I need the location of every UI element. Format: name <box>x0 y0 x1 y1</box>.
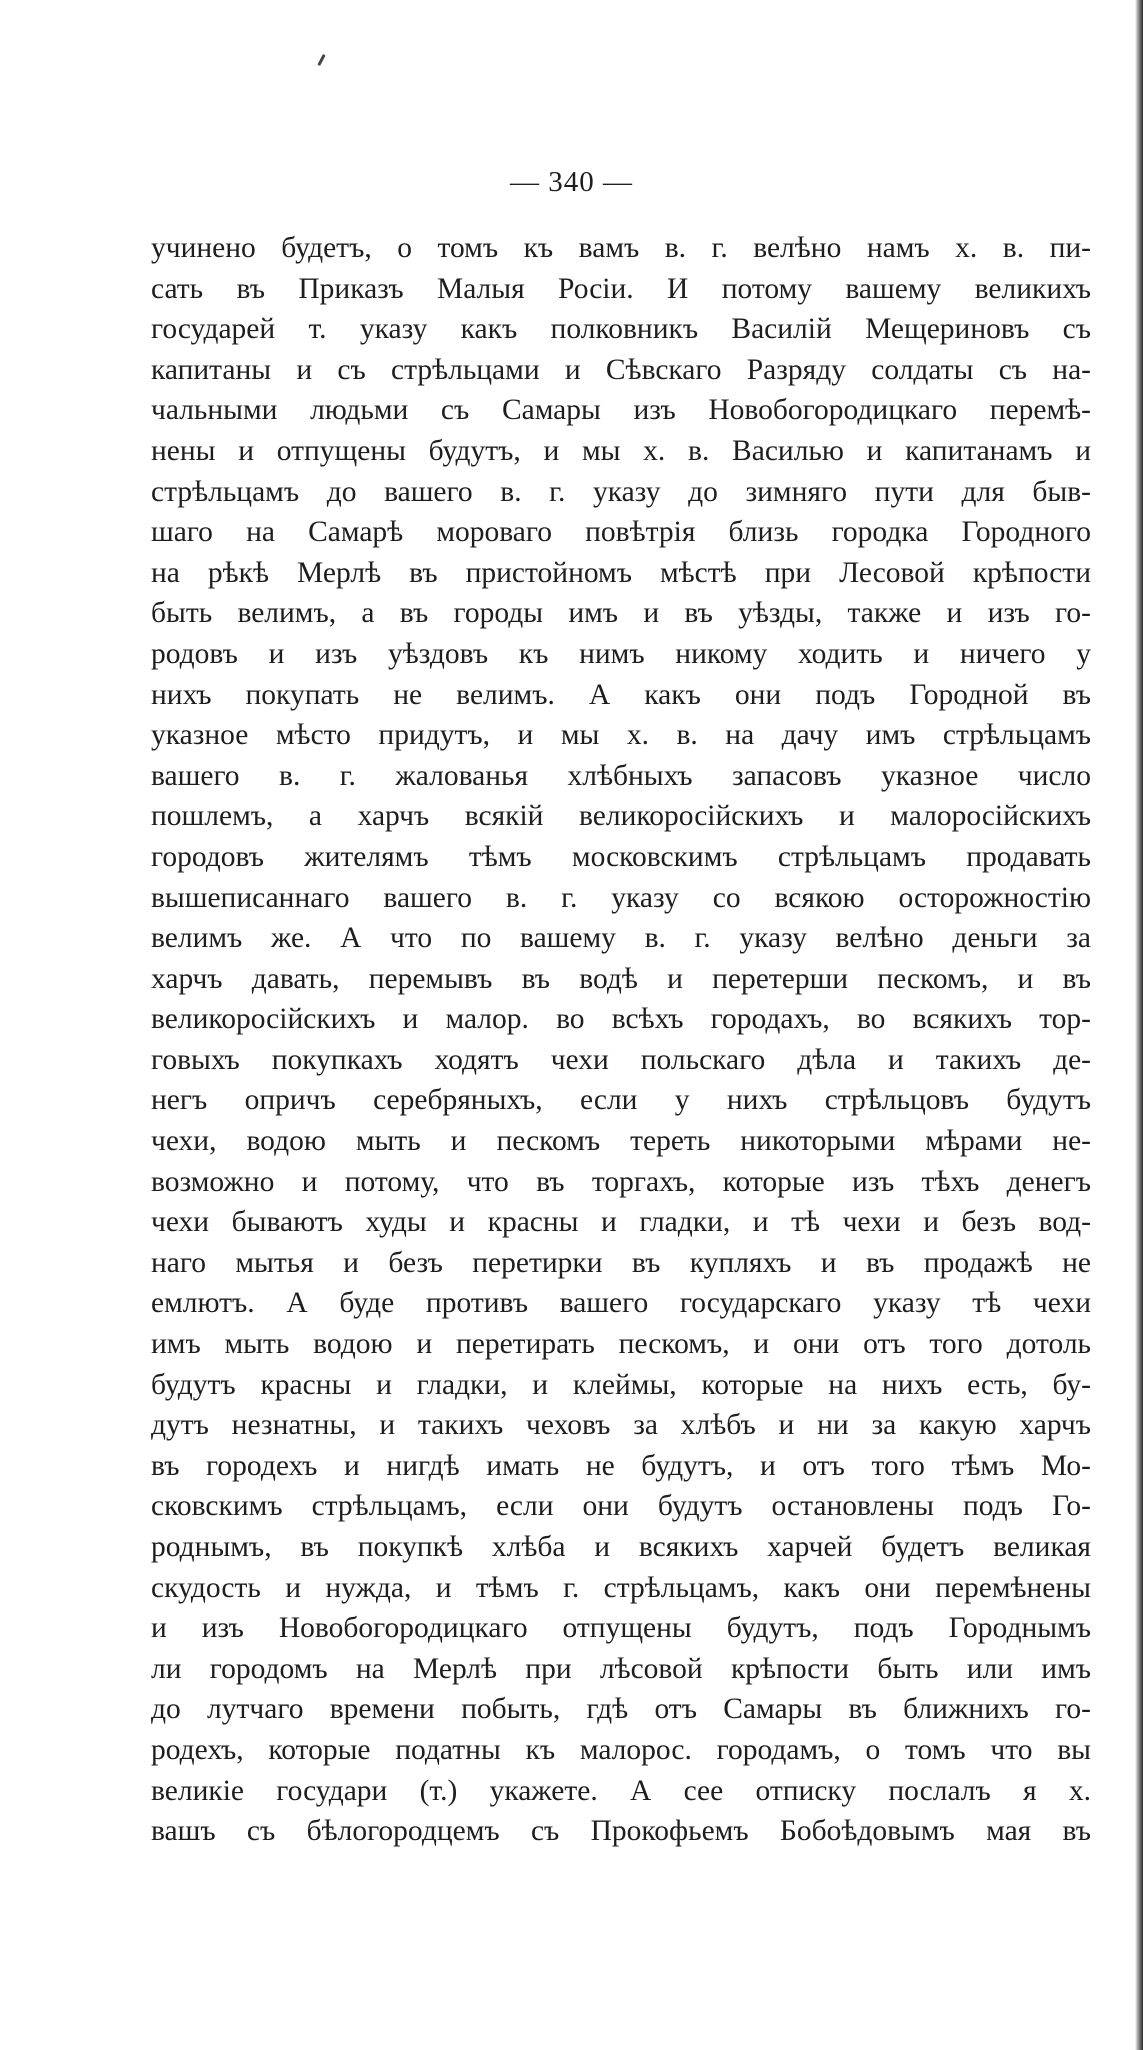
text-line: капитаны и съ стрѣльцами и Сѣвскаго Разряду солдаты съ на- <box>151 353 1091 386</box>
text-line: государей т. указу какъ полковникъ Василій Мещериновъ съ <box>151 313 1091 346</box>
page-number: — 340 — <box>510 166 633 198</box>
text-line: сковскимъ стрѣльцамъ, если они будутъ остановлены подъ Го- <box>151 1490 1091 1523</box>
text-line: чехи, водою мыть и пескомъ тереть никоторыми мѣрами не- <box>151 1125 1091 1158</box>
text-line: указное мѣсто придутъ, и мы х. в. на дачу имъ стрѣльцамъ <box>151 719 1091 752</box>
text-line: до лутчаго времени побыть, гдѣ отъ Самары въ ближнихъ го- <box>151 1693 1091 1726</box>
text-line: скудость и нужда, и тѣмъ г. стрѣльцамъ, какъ они перемѣнены <box>151 1571 1091 1604</box>
text-line: учинено будетъ, о томъ къ вамъ в. г. велѣно намъ х. в. пи- <box>151 232 1091 264</box>
text-line: родовъ и изъ уѣздовъ къ нимъ никому ходить и ничего у <box>151 637 1091 670</box>
text-line: ли городомъ на Мерлѣ при лѣсовой крѣпости быть или имъ <box>151 1652 1091 1685</box>
text-line: чехи бываютъ худы и красны и гладки, и тѣ чехи и безъ вод- <box>151 1206 1091 1239</box>
ink-mark <box>317 54 325 66</box>
text-line: будутъ красны и гладки, и клеймы, которые на нихъ есть, бу- <box>151 1368 1091 1401</box>
text-line: вышеписаннаго вашего в. г. указу со всякою осторожностію <box>151 881 1091 914</box>
text-line: чальными людьми съ Самары изъ Новобогородицкаго перемѣ- <box>151 394 1091 427</box>
text-line: емлютъ. А буде противъ вашего государскаго указу тѣ чехи <box>151 1287 1091 1320</box>
text-line: наго мытья и безъ перетирки въ купляхъ и въ продажѣ не <box>151 1246 1091 1279</box>
text-line: харчъ давать, перемывъ въ водѣ и перетерши пескомъ, и въ <box>151 962 1091 995</box>
text-line: негъ опричъ серебряныхъ, если у нихъ стрѣльцовъ будутъ <box>151 1084 1091 1117</box>
text-line: пошлемъ, а харчъ всякій великоросійскихъ и малоросійскихъ <box>151 800 1091 833</box>
text-line: великоросійскихъ и малор. во всѣхъ городахъ, во всякихъ тор- <box>151 1003 1091 1036</box>
text-line: быть велимъ, а въ городы имъ и въ уѣзды, также и изъ го- <box>151 597 1091 630</box>
text-line: на рѣкѣ Мерлѣ въ пристойномъ мѣстѣ при Лесовой крѣпости <box>151 556 1091 589</box>
text-line: сать въ Приказъ Малыя Росіи. И потому вашему великихъ <box>151 272 1091 305</box>
text-line: имъ мыть водою и перетирать пескомъ, и они отъ того дотоль <box>151 1328 1091 1361</box>
text-line: стрѣльцамъ до вашего в. г. указу до зимняго пути для быв- <box>151 475 1091 508</box>
text-line: шаго на Самарѣ мороваго повѣтрія близь городка Городного <box>151 516 1091 549</box>
text-line: вашего в. г. жалованья хлѣбныхъ запасовъ указное число <box>151 759 1091 792</box>
body-text <box>151 228 1091 1852</box>
text-line: великіе государи (т.) укажете. А сее отписку послалъ я х. <box>151 1774 1091 1807</box>
text-line: въ городехъ и нигдѣ имать не будутъ, и отъ того тѣмъ Мо- <box>151 1449 1091 1482</box>
text-line: нихъ покупать не велимъ. А какъ они подъ Городной въ <box>151 678 1091 711</box>
text-line: нены и отпущены будутъ, и мы х. в. Василью и капитанамъ и <box>151 434 1091 467</box>
text-line: роднымъ, въ покупкѣ хлѣба и всякихъ харчей будетъ великая <box>151 1531 1091 1563</box>
text-line: дутъ незнатны, и такихъ чеховъ за хлѣбъ и ни за какую харчъ <box>151 1409 1091 1442</box>
text-line: вашъ съ бѣлогородцемъ съ Прокофьемъ Бобоѣдовымъ мая въ <box>151 1815 1091 1848</box>
text-line: и изъ Новобогородицкаго отпущены будутъ, подъ Городнымъ <box>151 1612 1091 1645</box>
text-line: родехъ, которые податны къ малорос. городамъ, о томъ что вы <box>151 1733 1091 1766</box>
text-line: возможно и потому, что въ торгахъ, которые изъ тѣхъ денегъ <box>151 1165 1091 1198</box>
text-line: говыхъ покупкахъ ходятъ чехи польскаго дѣла и такихъ де- <box>151 1043 1091 1076</box>
scan-edge-shadow <box>1135 0 1143 2050</box>
text-line: велимъ же. А что по вашему в. г. указу велѣно деньги за <box>151 922 1091 955</box>
text-line: городовъ жителямъ тѣмъ московскимъ стрѣльцамъ продавать <box>151 840 1091 873</box>
